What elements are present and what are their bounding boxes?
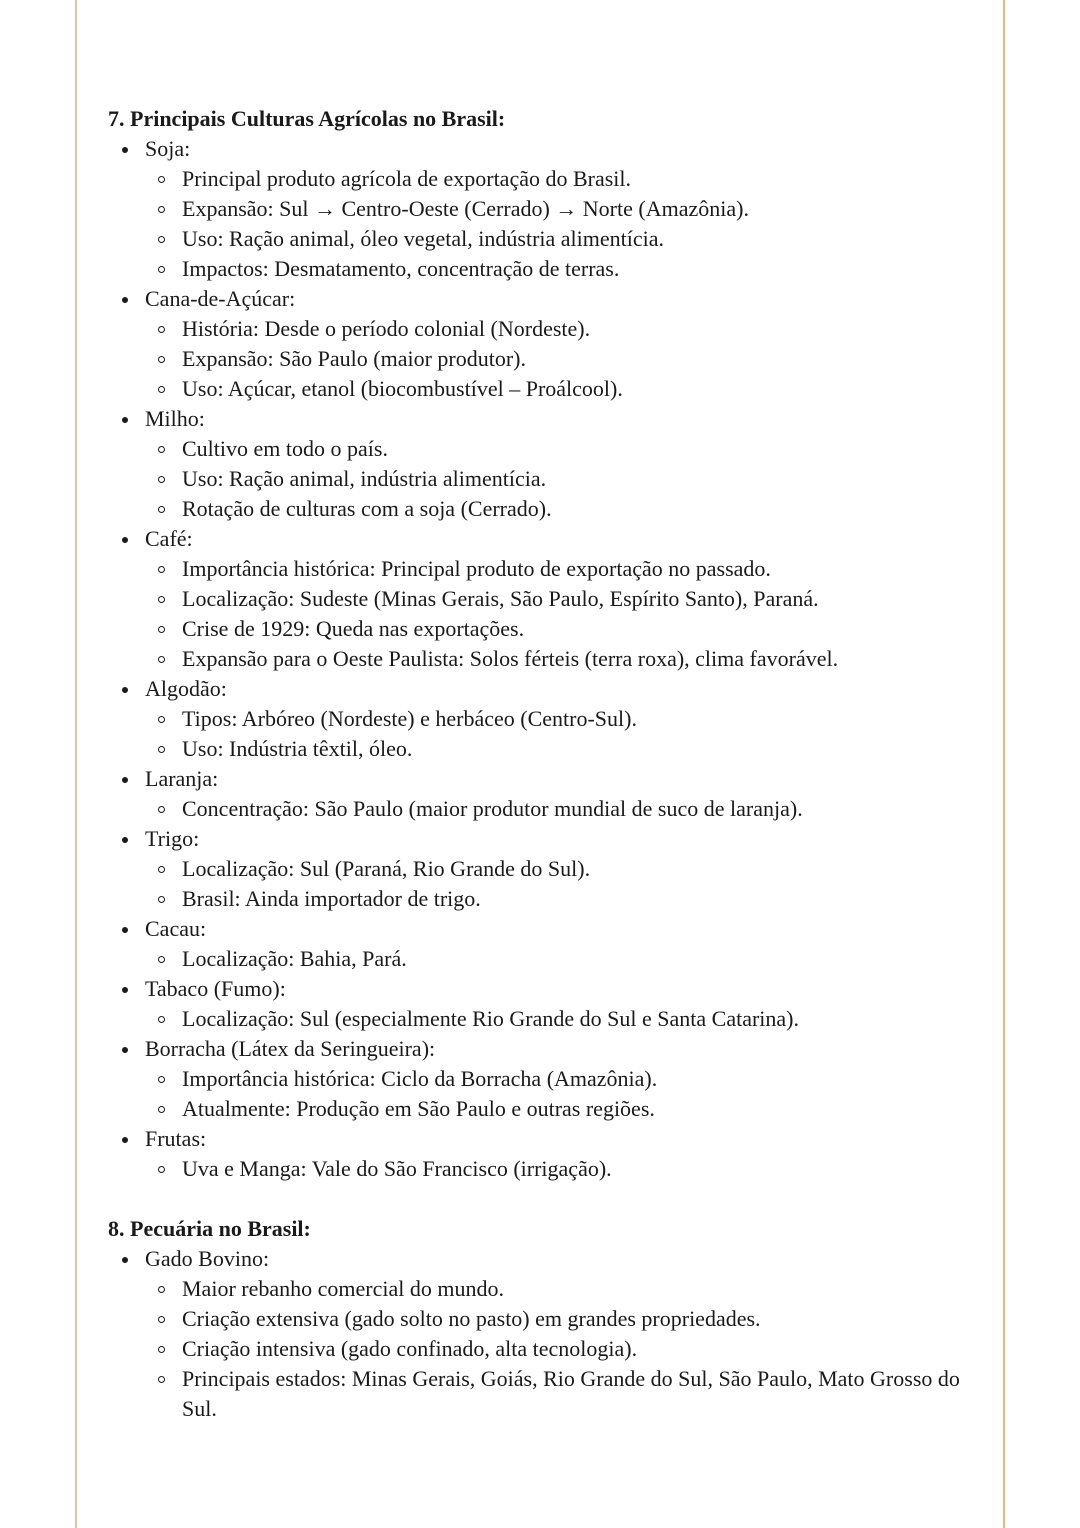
sub-list-item-text: Atualmente: Produção em São Paulo e outras regiões. — [182, 1096, 655, 1121]
list-item-label: Cacau: — [145, 916, 207, 941]
sub-list-item — [145, 1334, 968, 1364]
list-item — [108, 524, 968, 674]
bullet-circle-icon — [158, 236, 165, 243]
bullet-disc-icon — [122, 837, 128, 843]
list-item-label: Soja: — [145, 136, 191, 161]
bullet-circle-icon — [158, 626, 165, 633]
sub-list — [145, 554, 968, 674]
sub-list-item — [145, 434, 968, 464]
sub-list-item-text: Uso: Ração animal, indústria alimentícia. — [182, 466, 547, 491]
bullet-circle-icon — [158, 596, 165, 603]
sub-list-item-text: História: Desde o período colonial (Nordeste). — [182, 316, 591, 341]
bullet-circle-icon — [158, 1376, 165, 1383]
bullet-disc-icon — [122, 1047, 128, 1053]
sub-list-item — [145, 1304, 968, 1334]
sub-list-item — [145, 194, 968, 224]
sub-list-item — [145, 464, 968, 494]
document-content — [108, 104, 968, 1424]
sub-list-item — [145, 1154, 968, 1184]
bullet-disc-icon — [122, 297, 128, 303]
bullet-disc-icon — [122, 537, 128, 543]
bullet-circle-icon — [158, 476, 165, 483]
list-item-label: Milho: — [145, 406, 205, 431]
bullet-circle-icon — [158, 386, 165, 393]
bullet-circle-icon — [158, 206, 165, 213]
sub-list — [145, 704, 968, 764]
bullet-disc-icon — [122, 1137, 128, 1143]
sub-list-item — [145, 1364, 968, 1424]
list-item-label: Gado Bovino: — [145, 1246, 270, 1271]
list-item — [108, 974, 968, 1034]
list-item — [108, 1124, 968, 1184]
section-title: 8. Pecuária no Brasil: — [108, 1216, 311, 1241]
sub-list — [145, 1154, 968, 1184]
sub-list — [145, 164, 968, 284]
list-item — [108, 1244, 968, 1424]
sub-list-item-text: Expansão: São Paulo (maior produtor). — [182, 346, 526, 371]
sub-list-item — [145, 314, 968, 344]
sub-list — [145, 944, 968, 974]
sub-list-item-text: Uso: Ração animal, óleo vegetal, indústria alimentícia. — [182, 226, 665, 251]
bullet-circle-icon — [158, 356, 165, 363]
sub-list-item — [145, 794, 968, 824]
sub-list-item-text: Expansão para o Oeste Paulista: Solos férteis (terra roxa), clima favorável. — [182, 646, 839, 671]
sub-list-item — [145, 1004, 968, 1034]
sub-list-item — [145, 584, 968, 614]
sub-list-item-text: Localização: Sul (Paraná, Rio Grande do Sul). — [182, 856, 591, 881]
bullet-circle-icon — [158, 176, 165, 183]
sub-list-item — [145, 854, 968, 884]
sub-list-item — [145, 224, 968, 254]
sub-list-item-text: Rotação de culturas com a soja (Cerrado). — [182, 496, 552, 521]
bullet-circle-icon — [158, 1286, 165, 1293]
sub-list — [145, 314, 968, 404]
sub-list — [145, 1274, 968, 1424]
list-item — [108, 134, 968, 284]
bullet-disc-icon — [122, 687, 128, 693]
bullet-circle-icon — [158, 896, 165, 903]
sub-list-item — [145, 1274, 968, 1304]
list-item — [108, 914, 968, 974]
page-border-left — [75, 0, 77, 1528]
sub-list-item-text: Tipos: Arbóreo (Nordeste) e herbáceo (Centro-Sul). — [182, 706, 637, 731]
list-item-label: Café: — [145, 526, 193, 551]
sub-list-item — [145, 614, 968, 644]
sub-list-item-text: Uso: Indústria têxtil, óleo. — [182, 736, 413, 761]
sub-list — [145, 434, 968, 524]
bullet-circle-icon — [158, 446, 165, 453]
sub-list-item-text: Criação intensiva (gado confinado, alta tecnologia). — [182, 1336, 638, 1361]
sub-list-item-text: Crise de 1929: Queda nas exportações. — [182, 616, 525, 641]
sub-list-item — [145, 344, 968, 374]
sub-list — [145, 794, 968, 824]
list-item-label: Frutas: — [145, 1126, 207, 1151]
sub-list-item — [145, 494, 968, 524]
sub-list-item — [145, 554, 968, 584]
sub-list-item — [145, 944, 968, 974]
bullet-disc-icon — [122, 987, 128, 993]
bullet-disc-icon — [122, 777, 128, 783]
sub-list-item-text: Localização: Bahia, Pará. — [182, 946, 407, 971]
sub-list-item-text: Principais estados: Minas Gerais, Goiás, Rio Grande do Sul, São Paulo, Mato Grosso do Sul. — [182, 1366, 960, 1421]
bullet-disc-icon — [122, 1257, 128, 1263]
sub-list-item-text: Localização: Sul (especialmente Rio Grande do Sul e Santa Catarina). — [182, 1006, 799, 1031]
bullet-disc-icon — [122, 147, 128, 153]
bullet-circle-icon — [158, 1346, 165, 1353]
sub-list-item — [145, 884, 968, 914]
list-item — [108, 284, 968, 404]
sub-list-item-text: Uso: Açúcar, etanol (biocombustível – Proálcool). — [182, 376, 623, 401]
sub-list-item — [145, 1064, 968, 1094]
bullet-circle-icon — [158, 746, 165, 753]
crop-list — [108, 1244, 968, 1424]
list-item-label: Algodão: — [145, 676, 227, 701]
sub-list-item-text: Uva e Manga: Vale do São Francisco (irrigação). — [182, 1156, 612, 1181]
list-item — [108, 1034, 968, 1124]
bullet-disc-icon — [122, 927, 128, 933]
sub-list-item — [145, 704, 968, 734]
bullet-circle-icon — [158, 1316, 165, 1323]
list-item-label: Trigo: — [145, 826, 200, 851]
sub-list-item — [145, 1094, 968, 1124]
list-item-label: Cana-de-Açúcar: — [145, 286, 296, 311]
list-item — [108, 824, 968, 914]
sub-list-item-text: Cultivo em todo o país. — [182, 436, 388, 461]
sub-list-item-text: Criação extensiva (gado solto no pasto) em grandes propriedades. — [182, 1306, 761, 1331]
bullet-circle-icon — [158, 1166, 165, 1173]
sub-list-item — [145, 164, 968, 194]
sub-list — [145, 1004, 968, 1034]
section-title: 7. Principais Culturas Agrícolas no Brasil: — [108, 106, 506, 131]
sub-list-item-text: Impactos: Desmatamento, concentração de terras. — [182, 256, 620, 281]
sub-list-item — [145, 734, 968, 764]
list-item-label: Borracha (Látex da Seringueira): — [145, 1036, 436, 1061]
sub-list-item — [145, 374, 968, 404]
bullet-circle-icon — [158, 866, 165, 873]
section — [108, 104, 968, 1184]
bullet-circle-icon — [158, 806, 165, 813]
list-item — [108, 404, 968, 524]
sub-list-item-text: Principal produto agrícola de exportação do Brasil. — [182, 166, 632, 191]
bullet-circle-icon — [158, 326, 165, 333]
bullet-circle-icon — [158, 1076, 165, 1083]
list-item-label: Tabaco (Fumo): — [145, 976, 286, 1001]
bullet-circle-icon — [158, 1016, 165, 1023]
bullet-circle-icon — [158, 716, 165, 723]
sub-list-item-text: Importância histórica: Principal produto de exportação no passado. — [182, 556, 771, 581]
sub-list-item-text: Maior rebanho comercial do mundo. — [182, 1276, 504, 1301]
list-item-label: Laranja: — [145, 766, 219, 791]
bullet-disc-icon — [122, 417, 128, 423]
bullet-circle-icon — [158, 566, 165, 573]
bullet-circle-icon — [158, 506, 165, 513]
sub-list-item-text: Expansão: Sul → Centro-Oeste (Cerrado) → Norte (Amazônia). — [182, 196, 749, 221]
sub-list-item-text: Brasil: Ainda importador de trigo. — [182, 886, 481, 911]
list-item — [108, 764, 968, 824]
sub-list — [145, 1064, 968, 1124]
sub-list-item-text: Localização: Sudeste (Minas Gerais, São Paulo, Espírito Santo), Paraná. — [182, 586, 819, 611]
section — [108, 1214, 968, 1424]
sub-list-item — [145, 254, 968, 284]
crop-list — [108, 134, 968, 1184]
page-border-right — [1003, 0, 1005, 1528]
sub-list-item-text: Importância histórica: Ciclo da Borracha (Amazônia). — [182, 1066, 658, 1091]
list-item — [108, 674, 968, 764]
bullet-circle-icon — [158, 656, 165, 663]
bullet-circle-icon — [158, 266, 165, 273]
sub-list-item — [145, 644, 968, 674]
sub-list — [145, 854, 968, 914]
sub-list-item-text: Concentração: São Paulo (maior produtor mundial de suco de laranja). — [182, 796, 803, 821]
bullet-circle-icon — [158, 956, 165, 963]
bullet-circle-icon — [158, 1106, 165, 1113]
